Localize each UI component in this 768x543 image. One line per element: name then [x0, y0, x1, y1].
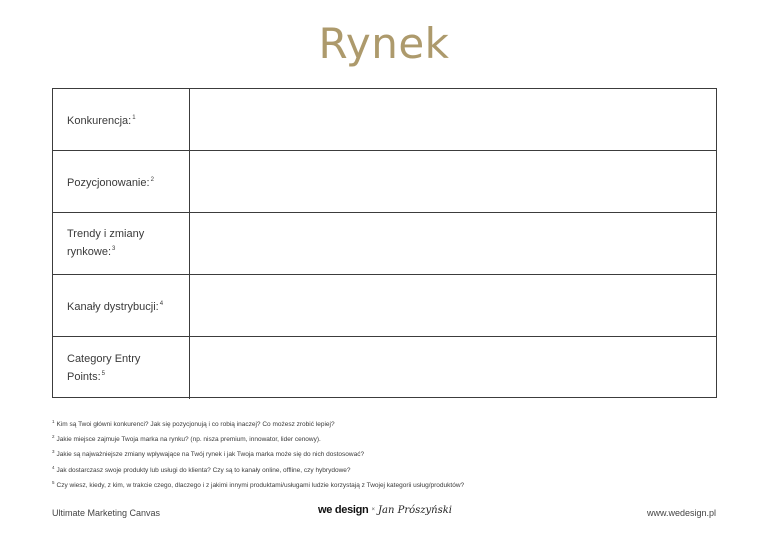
footnote-text: Kim są Twoi główni konkurenci? Jak się pozycjonują i co robią inaczej? Co możesz zrobić lepiej?	[56, 421, 335, 428]
footnote-text: Jak dostarczasz swoje produkty lub usługi do klienta? Czy są to kanały online, offline, czy hybrydowe?	[56, 466, 351, 474]
footnote-text: Jakie są najważniejsze zmiany wpływające na Twój rynek i jak Twoja marka może się do nich dostosować?	[56, 451, 365, 459]
footnote-ref: 3	[112, 246, 116, 252]
signature-logo: Jan Prószyński	[378, 504, 452, 516]
footnote-text: Czy wiesz, kiedy, z kim, w trakcie czego, dlaczego i z jakimi innymi produktami/usługami ludzie korzystają z Twojej kategorii usług/produktów?	[56, 481, 465, 489]
input-pozycjonowanie[interactable]	[190, 151, 716, 212]
row-label	[53, 213, 190, 274]
footnote	[52, 462, 732, 477]
footnote-number: 1	[52, 419, 55, 424]
row-konkurencja	[53, 89, 716, 151]
footnote-number: 3	[52, 449, 55, 455]
footnote-ref: 1	[132, 114, 136, 121]
footnote	[52, 431, 732, 446]
footnote	[52, 446, 732, 461]
row-category-entry-points	[53, 337, 716, 399]
footnote-ref: 5	[101, 370, 105, 377]
footnote-text: Jakie miejsce zajmuje Twoja marka na rynku? (np. nisza premium, innowator, lider cenowy).	[56, 436, 321, 444]
label-text: Konkurencja:	[67, 114, 132, 127]
footnotes	[52, 416, 732, 492]
market-canvas-table	[52, 88, 717, 398]
row-label	[53, 275, 190, 336]
footnote-number: 5	[52, 479, 55, 485]
wedesign-logo: we design	[318, 504, 369, 516]
label-text: Kanały dystrybucji:	[67, 300, 159, 313]
input-trendy[interactable]	[190, 213, 716, 274]
row-kanaly	[53, 275, 716, 337]
label-text: Category Entry Points:	[67, 352, 141, 383]
input-category-entry-points[interactable]	[190, 337, 716, 399]
label-text: Pozycjonowanie:	[67, 176, 150, 189]
footnote-ref: 2	[150, 176, 154, 183]
row-label	[53, 151, 190, 212]
row-label	[53, 337, 190, 399]
footnote	[52, 477, 732, 492]
footer-canvas-name: Ultimate Marketing Canvas	[52, 508, 161, 518]
footnote-number: 2	[52, 434, 55, 440]
label-text: Trendy i zmiany rynkowe:	[67, 228, 145, 258]
footnote	[52, 416, 732, 431]
row-trendy	[53, 213, 716, 275]
footnote-number: 4	[52, 464, 55, 470]
row-pozycjonowanie	[53, 151, 716, 213]
input-kanaly[interactable]	[190, 275, 716, 336]
input-konkurencja[interactable]	[190, 89, 716, 150]
page-title: Rynek	[318, 19, 450, 68]
row-label	[53, 89, 190, 150]
footer-logo	[318, 504, 452, 516]
times-icon: ×	[371, 507, 375, 513]
footnote-ref: 4	[159, 300, 164, 307]
footer-website-link[interactable]: www.wedesign.pl	[646, 508, 716, 518]
